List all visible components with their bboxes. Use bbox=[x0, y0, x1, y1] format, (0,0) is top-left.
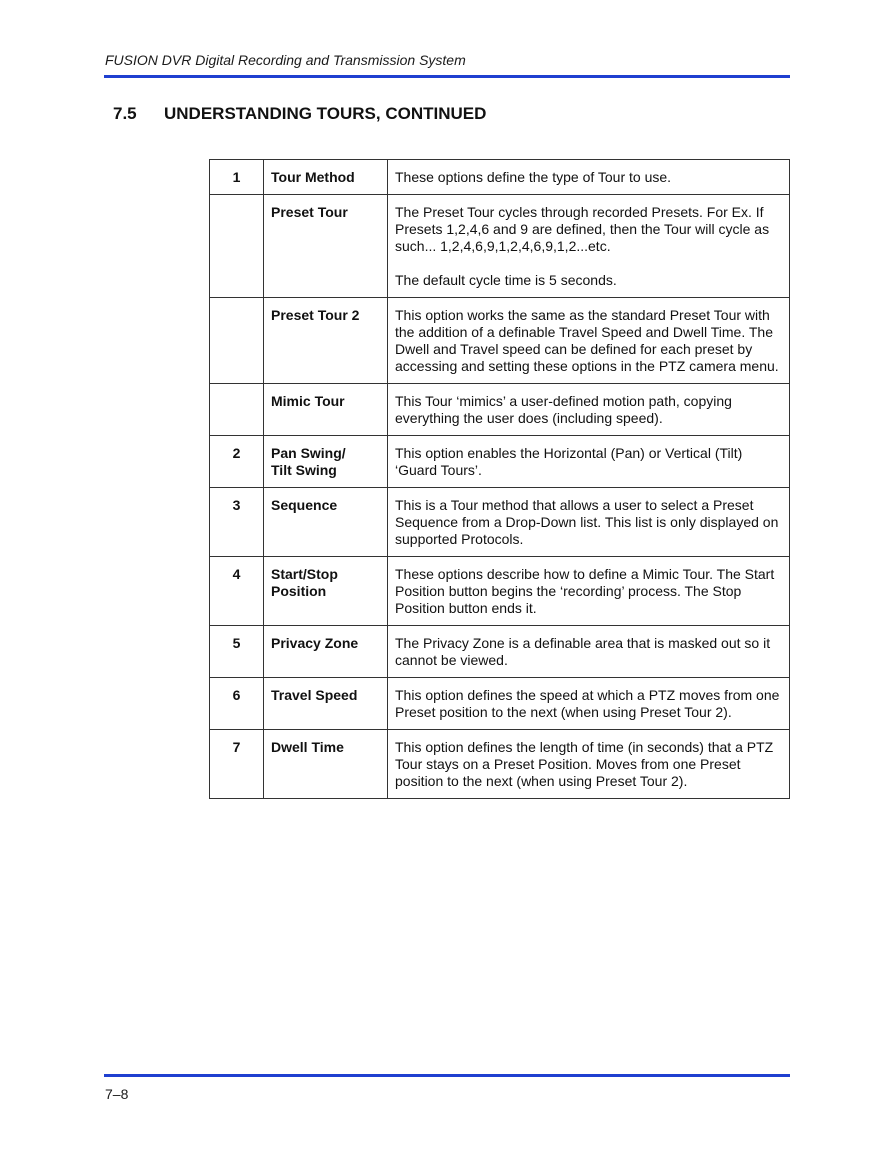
row-description bbox=[388, 195, 790, 298]
term-line: Start/Stop bbox=[271, 566, 338, 582]
row-description bbox=[388, 626, 790, 678]
description-paragraph: The Privacy Zone is a definable area that is masked out so it cannot be viewed. bbox=[395, 635, 771, 668]
row-description bbox=[388, 488, 790, 557]
row-number: 6 bbox=[210, 678, 264, 730]
header-rule bbox=[104, 75, 790, 78]
row-number bbox=[210, 298, 264, 384]
description-paragraph: This is a Tour method that allows a user to select a Preset Sequence from a Drop-Down list. This list is only displayed on supported Protocols. bbox=[395, 497, 779, 547]
page-number: 7–8 bbox=[105, 1086, 129, 1102]
description-paragraph: The Preset Tour cycles through recorded Presets. For Ex. If Presets 1,2,4,6 and 9 are defined, then the Tour will cycle as such... 1,2,4,6,9,1,2,4,6,9,1,2...etc. bbox=[395, 204, 770, 254]
row-description bbox=[388, 678, 790, 730]
term-line: Mimic Tour bbox=[271, 393, 345, 409]
row-term bbox=[264, 626, 388, 678]
description-paragraph: This option defines the length of time (in seconds) that a PTZ Tour stays on a Preset Position. Moves from one Preset position to the next (when using Preset Tour 2). bbox=[395, 739, 774, 789]
table-row bbox=[210, 678, 790, 730]
row-term bbox=[264, 298, 388, 384]
term-line: Pan Swing/ bbox=[271, 445, 346, 461]
table-row bbox=[210, 160, 790, 195]
row-number: 2 bbox=[210, 436, 264, 488]
description-paragraph: These options describe how to define a Mimic Tour. The Start Position button begins the ‘recording’ process. The Stop Position button ends it. bbox=[395, 566, 775, 616]
description-paragraph: The default cycle time is 5 seconds. bbox=[395, 272, 617, 288]
description-paragraph: This option defines the speed at which a PTZ moves from one Preset position to the next (when using Preset Tour 2). bbox=[395, 687, 780, 720]
row-number: 3 bbox=[210, 488, 264, 557]
description-paragraph: This option enables the Horizontal (Pan) or Vertical (Tilt) ‘Guard Tours’. bbox=[395, 445, 743, 478]
table-row bbox=[210, 436, 790, 488]
tours-table-body bbox=[210, 160, 790, 799]
row-number bbox=[210, 384, 264, 436]
section-title: UNDERSTANDING TOURS, CONTINUED bbox=[164, 104, 487, 123]
row-term bbox=[264, 730, 388, 799]
row-description bbox=[388, 557, 790, 626]
row-term bbox=[264, 678, 388, 730]
tours-table bbox=[209, 159, 790, 799]
term-line: Tour Method bbox=[271, 169, 355, 185]
row-term bbox=[264, 160, 388, 195]
section-heading bbox=[113, 104, 486, 124]
term-line: Preset Tour 2 bbox=[271, 307, 360, 323]
term-line: Travel Speed bbox=[271, 687, 358, 703]
term-line: Sequence bbox=[271, 497, 338, 513]
table-row bbox=[210, 384, 790, 436]
row-number: 4 bbox=[210, 557, 264, 626]
row-number: 7 bbox=[210, 730, 264, 799]
table-row bbox=[210, 298, 790, 384]
row-description bbox=[388, 160, 790, 195]
term-line: Preset Tour bbox=[271, 204, 348, 220]
description-paragraph: This Tour ‘mimics’ a user-defined motion path, copying everything the user does (including speed). bbox=[395, 393, 732, 426]
table-row bbox=[210, 626, 790, 678]
description-paragraph: These options define the type of Tour to use. bbox=[395, 169, 672, 185]
row-description bbox=[388, 436, 790, 488]
table-row bbox=[210, 557, 790, 626]
row-number bbox=[210, 195, 264, 298]
description-paragraph: This option works the same as the standard Preset Tour with the addition of a definable Travel Speed and Dwell Time. The Dwell and Travel speed can be defined for each preset by accessing and setting these options in the PTZ camera menu. bbox=[395, 307, 779, 374]
row-term bbox=[264, 436, 388, 488]
row-term bbox=[264, 384, 388, 436]
row-term bbox=[264, 557, 388, 626]
section-number: 7.5 bbox=[113, 104, 137, 123]
term-line: Position bbox=[271, 583, 327, 599]
term-line: Privacy Zone bbox=[271, 635, 359, 651]
footer-rule bbox=[104, 1074, 790, 1077]
row-term bbox=[264, 488, 388, 557]
table-row bbox=[210, 730, 790, 799]
row-description bbox=[388, 730, 790, 799]
row-number: 1 bbox=[210, 160, 264, 195]
term-line: Tilt Swing bbox=[271, 462, 337, 478]
row-term bbox=[264, 195, 388, 298]
term-line: Dwell Time bbox=[271, 739, 344, 755]
table-row bbox=[210, 195, 790, 298]
row-description bbox=[388, 298, 790, 384]
row-description bbox=[388, 384, 790, 436]
document-header-title: FUSION DVR Digital Recording and Transmission System bbox=[105, 52, 466, 68]
row-number: 5 bbox=[210, 626, 264, 678]
table-row bbox=[210, 488, 790, 557]
